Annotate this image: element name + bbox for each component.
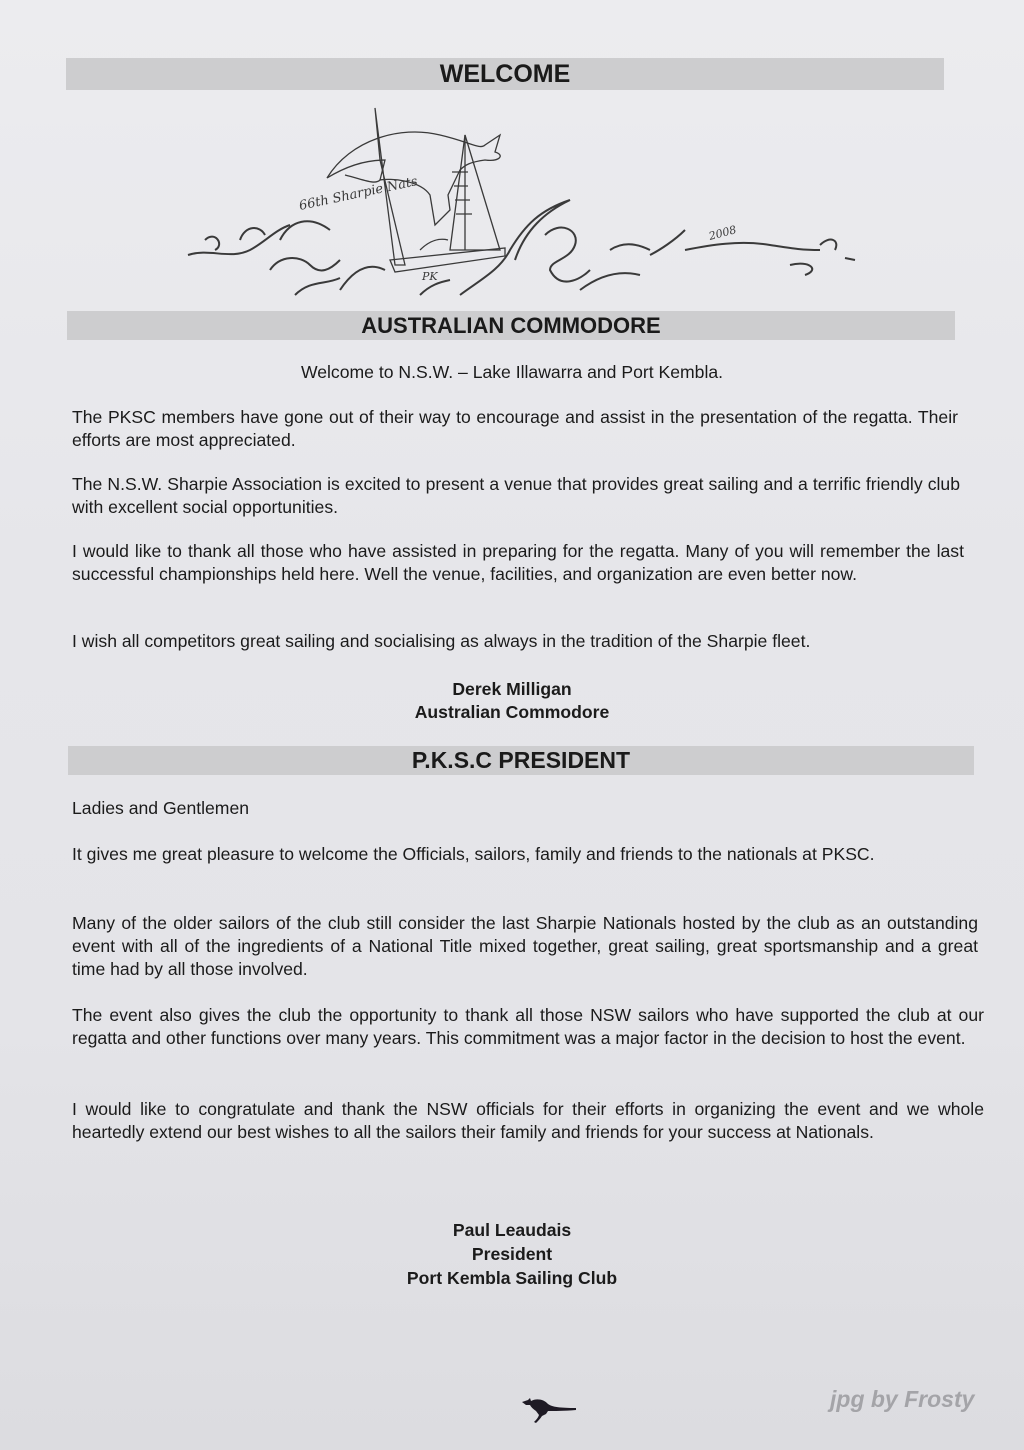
commodore-paragraph-3: I would like to thank all those who have assisted in preparing for the regatta. Many of you will remember the last successful championships held here. Well the venue, facilities, and organization are even better now. xyxy=(72,541,964,584)
logo-sail-mark: PK xyxy=(422,270,438,283)
president-salutation: Ladies and Gentlemen xyxy=(72,798,250,818)
president-heading: P.K.S.C PRESIDENT xyxy=(411,747,631,773)
logo-wave-right xyxy=(545,228,855,290)
logo-arc-text: 66th Sharpie Nats xyxy=(297,174,420,214)
logo-hull xyxy=(390,248,505,272)
commodore-signature-name: Derek Milligan xyxy=(452,679,572,699)
welcome-heading-bar xyxy=(66,58,944,90)
commodore-signature-role: Australian Commodore xyxy=(414,702,610,722)
commodore-heading: AUSTRALIAN COMMODORE xyxy=(361,313,661,338)
logo-sail-right xyxy=(450,135,500,250)
welcome-heading: WELCOME xyxy=(439,60,571,88)
photo-credit: jpg by Frosty xyxy=(830,1386,975,1412)
president-signature-role: President xyxy=(471,1244,553,1264)
president-paragraph-4: I would like to congratulate and thank the NSW officials for their efforts in organizing the event and we whole heartedly extend our best wishes to all the sailors their family and friends for your success at Nationals. xyxy=(72,1099,984,1142)
president-heading-bar xyxy=(68,746,974,775)
sharpie-nats-logo xyxy=(180,100,860,310)
commodore-intro: Welcome to N.S.W. – Lake Illawarra and Port Kembla. xyxy=(300,362,724,382)
commodore-paragraph-2: The N.S.W. Sharpie Association is excited to present a venue that provides great sailing and a terrific friendly club with excellent social opportunities. xyxy=(72,474,960,517)
commodore-heading-bar xyxy=(67,311,955,340)
logo-year: 2008 xyxy=(707,223,738,243)
commodore-paragraph-1: The PKSC members have gone out of their way to encourage and assist in the presentation of the regatta. Their efforts are most appreciated. xyxy=(72,407,958,450)
president-paragraph-3: The event also gives the club the opportunity to thank all those NSW sailors who have supported the club at our regatta and other functions over many years. This commitment was a major factor in the decision to host the event. xyxy=(72,1005,984,1048)
logo-wave-left xyxy=(188,221,340,295)
president-signature-name: Paul Leaudais xyxy=(452,1220,572,1240)
commodore-paragraph-4: I wish all competitors great sailing and socialising as always in the tradition of the Sharpie fleet. xyxy=(72,631,811,651)
president-signature-club: Port Kembla Sailing Club xyxy=(406,1268,618,1288)
kangaroo-icon xyxy=(520,1396,580,1424)
president-paragraph-2: Many of the older sailors of the club still consider the last Sharpie Nationals hosted by the club as an outstanding event with all of the ingredients of a National Title mixed together, great sailing, great sportsmanship and a great time had by all those involved. xyxy=(72,913,978,979)
president-paragraph-1: It gives me great pleasure to welcome the Officials, sailors, family and friends to the nationals at PKSC. xyxy=(72,844,875,864)
